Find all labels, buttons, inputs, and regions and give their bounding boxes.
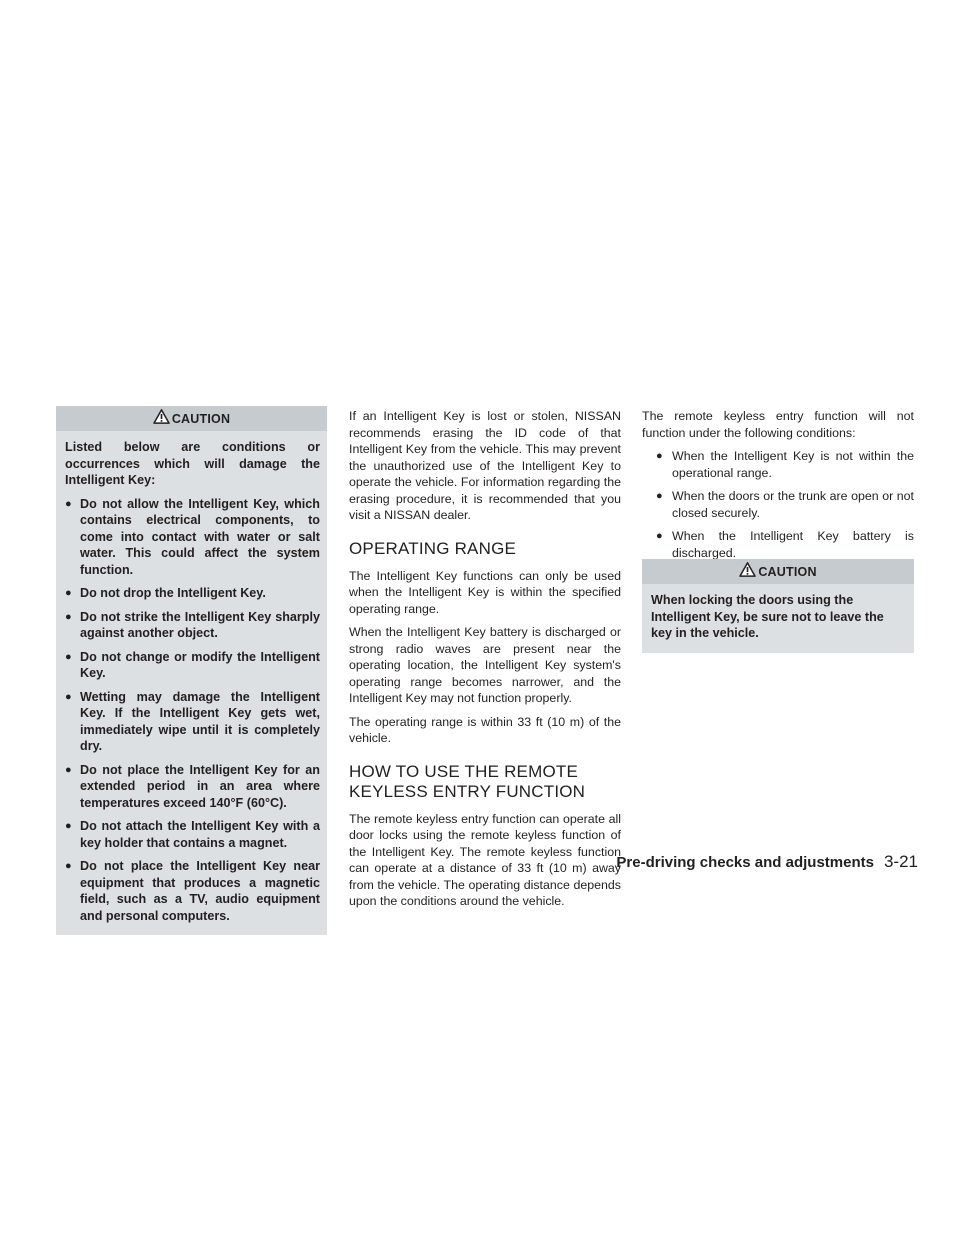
paragraph-remote-keyless: The remote keyless entry function can operate all door locks using the remote keyless function of the Intelligent Key. The remote keyless function can operate at a distance of 33 ft (10 m) away from the vehicle. The operating distance depends upon the conditions around the vehicle. [349, 811, 621, 908]
list-item: ● When the Intelligent Key battery is discharged. [656, 529, 914, 560]
page-footer [616, 852, 918, 872]
bullet-icon: ● [65, 587, 72, 599]
paragraph-range-battery: When the Intelligent Key battery is discharged or strong radio waves are present near the operating location, the Intelligent Key system's operating range becomes narrower, and the Intelligent Key may not function properly. [349, 625, 621, 705]
list-item: ● Do not place the Intelligent Key for an extended period in an area where temperatures exceed 140°F (60°C). [65, 762, 320, 810]
paragraph-range-distance: The operating range is within 33 ft (10 m) of the vehicle. [349, 714, 621, 745]
page-number: 3-21 [883, 852, 918, 871]
caution-intro: Listed below are conditions or occurrences which will damage the Intelligent Key: [65, 440, 320, 487]
paragraph-conditions-intro: The remote keyless entry function will not function under the following conditions: [642, 409, 914, 440]
list-item: ● Do not change or modify the Intelligent Key. [65, 649, 320, 680]
bullet-icon: ● [656, 490, 663, 502]
paragraph-lost-key: If an Intelligent Key is lost or stolen, NISSAN recommends erasing the ID code of that Intelligent Key from the vehicle. This may prevent the unauthorized use of the Intelligent Key to operate the vehicle. For information regarding the erasing procedure, it is recommended that you visit a NISSAN dealer. [349, 409, 621, 522]
bullet-icon: ● [65, 690, 72, 703]
caution-header [56, 406, 327, 431]
caution-locking-text: When locking the doors using the Intelligent Key, be sure not to leave the key in the vehicle. [651, 593, 884, 640]
bullet-icon: ● [65, 610, 72, 623]
middle-column [349, 408, 621, 917]
paragraph-range-intro: The Intelligent Key functions can only be used when the Intelligent Key is within the specified operating range. [349, 568, 621, 616]
heading-operating-range: OPERATING RANGE [349, 538, 517, 558]
heading-remote-keyless: HOW TO USE THE REMOTE KEYLESS ENTRY FUNCTION [349, 761, 586, 801]
list-item: ● Wetting may damage the Intelligent Key. If the Intelligent Key gets wet, immediately wipe until it is completely dry. [65, 689, 320, 753]
caution-title: CAUTION [171, 411, 231, 426]
list-item: ● Do not strike the Intelligent Key sharply against another object. [65, 609, 320, 640]
bullet-icon: ● [65, 860, 72, 872]
right-column [642, 408, 914, 568]
warning-triangle-icon [739, 562, 756, 577]
caution-box-locking [642, 559, 914, 653]
caution-box-damage [56, 406, 327, 935]
bullet-icon: ● [65, 763, 72, 776]
list-item: ● Do not allow the Intelligent Key, which contains electrical components, to come into contact with water or salt water. This could affect the system function. [65, 496, 320, 577]
bullet-icon: ● [65, 497, 72, 510]
bullet-icon: ● [65, 650, 72, 663]
list-item: ● Do not attach the Intelligent Key with a key holder that contains a magnet. [65, 819, 320, 850]
caution-header [642, 559, 914, 584]
list-item: ● Do not drop the Intelligent Key. [65, 586, 266, 600]
list-item: ● When the doors or the trunk are open or not closed securely. [656, 489, 914, 520]
list-item: ● When the Intelligent Key is not within the operational range. [656, 449, 914, 480]
section-title: Pre-driving checks and adjustments [616, 854, 874, 871]
bullet-icon: ● [656, 530, 663, 542]
bullet-icon: ● [656, 450, 663, 462]
caution-title: CAUTION [758, 564, 817, 579]
bullet-icon: ● [65, 820, 72, 832]
warning-triangle-icon [153, 409, 170, 424]
list-item: ● Do not place the Intelligent Key near equipment that produces a magnetic field, such as a TV, audio equipment and personal computers. [65, 859, 320, 923]
